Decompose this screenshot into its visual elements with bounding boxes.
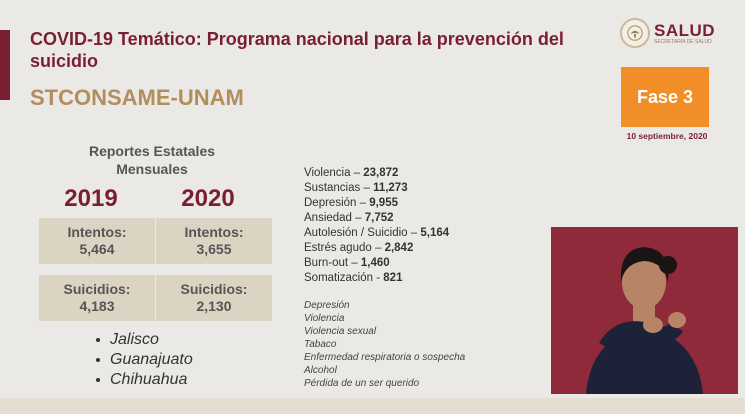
case-label: Estrés agudo <box>304 242 372 254</box>
state-name: Chihuahua <box>110 371 188 388</box>
list-item <box>96 370 193 390</box>
case-separator: – <box>360 182 374 194</box>
logo-tagline: SECRETARÍA DE SALUD <box>654 38 712 45</box>
bottom-band <box>0 398 745 414</box>
cases-list <box>304 166 449 286</box>
phase-date: 10 septiembre, 2020 <box>626 131 708 141</box>
list-item: Violencia sexual <box>304 326 377 337</box>
interpreter-figure <box>551 227 738 394</box>
eagle-seal-icon <box>620 18 650 48</box>
sign-language-interpreter-video <box>551 227 738 394</box>
case-label: Violencia <box>304 167 351 179</box>
list-item: Depresión <box>304 300 350 311</box>
case-label: Ansiedad <box>304 212 352 224</box>
list-item: Violencia <box>304 313 345 324</box>
case-label: Somatización <box>304 272 374 284</box>
case-label: Autolesión / Suicidio <box>304 227 408 239</box>
list-item <box>304 166 449 181</box>
suicidios-value: 4,183 <box>79 298 115 314</box>
list-item: Pérdida de un ser querido <box>304 378 420 389</box>
salud-logo <box>620 18 715 48</box>
suicidios-label: Suicidios: <box>63 281 131 297</box>
phase-badge: Fase 3 <box>621 67 709 127</box>
intentos-label: Intentos: <box>67 224 127 240</box>
suicidios-value: 2,130 <box>196 298 232 314</box>
list-item <box>304 271 449 286</box>
list-item <box>96 330 193 350</box>
case-value: 5,164 <box>420 227 450 239</box>
case-value: 821 <box>383 272 403 284</box>
intentos-label: Intentos: <box>184 224 244 240</box>
list-item <box>304 226 449 241</box>
case-separator: – <box>371 242 385 254</box>
list-item <box>304 196 449 211</box>
intentos-2020-box <box>156 218 272 264</box>
bullet-icon <box>96 338 100 342</box>
list-item <box>304 241 449 256</box>
accent-bar <box>0 30 10 100</box>
year-2020: 2020 <box>181 185 235 212</box>
list-item: Enfermedad respiratoria o sospecha <box>304 352 466 363</box>
case-value: 9,955 <box>369 197 398 209</box>
logo-name: SALUD <box>654 20 716 40</box>
factors-list <box>304 299 465 390</box>
case-value: 11,273 <box>373 182 408 194</box>
bullet-icon <box>96 358 100 362</box>
case-separator: – <box>350 167 364 179</box>
list-item <box>304 256 449 271</box>
list-item <box>304 181 449 196</box>
list-item <box>96 350 193 370</box>
case-value: 2,842 <box>384 242 414 254</box>
list-item: Alcohol <box>304 365 337 376</box>
case-value: 1,460 <box>360 257 390 269</box>
bullet-icon <box>96 378 100 382</box>
case-separator: – <box>348 257 361 269</box>
case-separator: - <box>373 272 384 284</box>
slide-subtitle: STCONSAME-UNAM <box>30 85 244 110</box>
intentos-2019-box <box>39 218 155 264</box>
reports-title-line1: Reportes Estatales <box>88 143 216 159</box>
case-label: Burn-out <box>304 257 349 269</box>
case-separator: – <box>407 227 421 239</box>
list-item: Tabaco <box>304 339 337 350</box>
state-name: Guanajuato <box>110 351 193 368</box>
year-2019: 2019 <box>64 185 118 212</box>
states-list <box>96 330 193 390</box>
case-separator: – <box>356 197 370 209</box>
state-name: Jalisco <box>110 331 159 348</box>
intentos-value: 3,655 <box>196 241 232 257</box>
case-value: 23,872 <box>363 167 399 179</box>
case-label: Depresión <box>304 197 357 209</box>
case-separator: – <box>351 212 365 224</box>
intentos-value: 5,464 <box>79 241 115 257</box>
suicidios-2020-box <box>156 275 272 321</box>
suicidios-2019-box <box>39 275 155 321</box>
suicidios-label: Suicidios: <box>180 281 248 297</box>
list-item <box>304 211 449 226</box>
slide-title: COVID-19 Temático: Programa nacional para la prevención del suicidio <box>30 29 564 71</box>
reports-title <box>62 142 242 178</box>
case-value: 7,752 <box>364 212 394 224</box>
reports-title-line2: Mensuales <box>116 161 188 177</box>
case-label: Sustancias <box>304 182 361 194</box>
